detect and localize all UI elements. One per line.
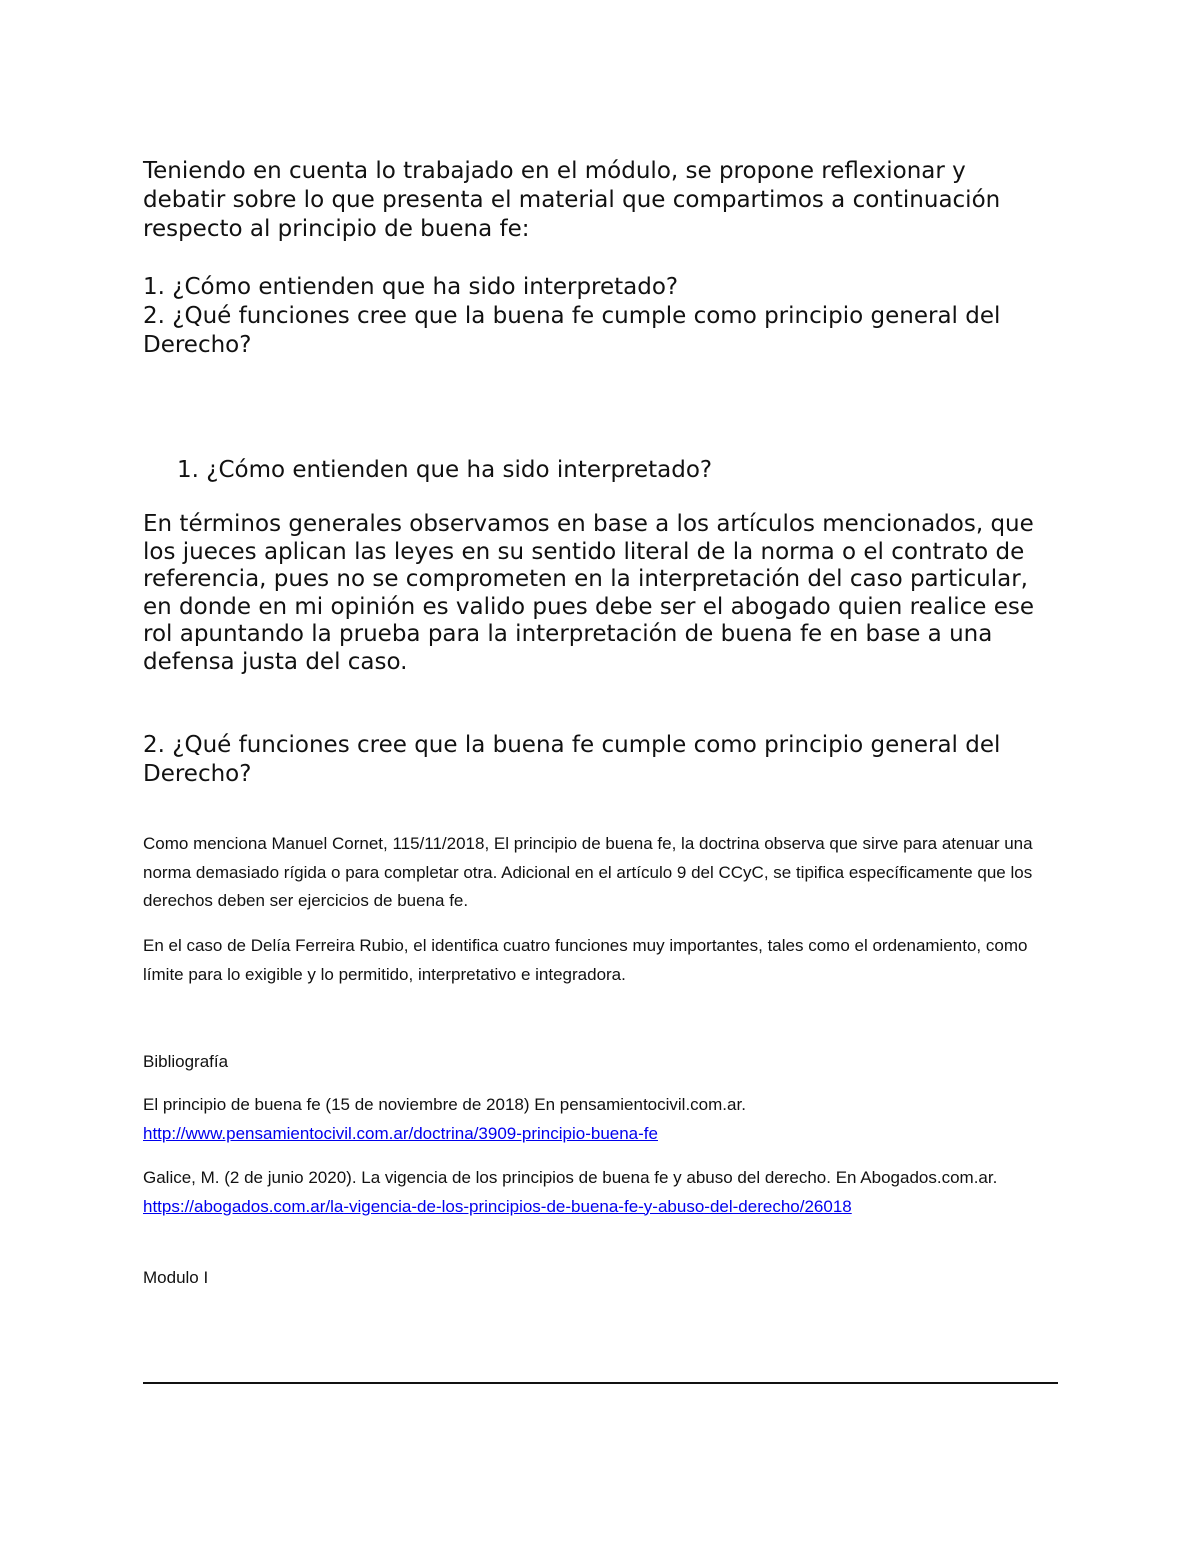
question-2: 2. ¿Qué funciones cree que la buena fe cumple como principio general del Derecho? <box>143 303 1001 358</box>
answer-2-paragraph-1: Como menciona Manuel Cornet, 115/11/2018, El principio de buena fe, la doctrina observa que sirve para atenuar una norma demasiado rígida o para completar otra. Adicional en el artículo 9 del CCyC, se tipifica específicamente que los derechos deben ser ejercicios de buena fe. <box>143 834 1033 910</box>
intro-section <box>143 157 1043 360</box>
bibliography-entry-1 <box>143 1091 1063 1148</box>
answer-2-paragraph-2-block <box>143 932 1063 989</box>
question-list <box>143 273 1043 360</box>
answer-2-paragraph-2: En el caso de Delía Ferreira Rubio, el identifica cuatro funciones muy importantes, tales como el ordenamiento, como límite para lo exigible y lo permitido, interpretativo e integradora. <box>143 936 1028 984</box>
answer-2-paragraph-1-block <box>143 830 1063 916</box>
answer-1-section <box>143 511 1063 676</box>
answer-2-heading-block <box>143 731 1063 789</box>
footer-divider <box>143 1382 1058 1384</box>
intro-paragraph: Teniendo en cuenta lo trabajado en el módulo, se propone reflexionar y debatir sobre lo que presenta el material que compartimos a continuación respecto al principio de buena fe: <box>143 158 1001 242</box>
bibliography-entry-1-link[interactable]: http://www.pensamientocivil.com.ar/doctrina/3909-principio-buena-fe <box>143 1123 658 1143</box>
bibliography-entry-2-text: Galice, M. (2 de junio 2020). La vigencia de los principios de buena fe y abuso del derecho. En Abogados.com.ar. <box>143 1168 998 1187</box>
answer-2-heading: 2. ¿Qué funciones cree que la buena fe cumple como principio general del Derecho? <box>143 732 1001 787</box>
modulo-label-block <box>143 1264 1063 1293</box>
bibliography-entry-1-text: El principio de buena fe (15 de noviembre de 2018) En pensamientocivil.com.ar. <box>143 1095 746 1114</box>
bibliography-entry-2 <box>143 1164 1063 1221</box>
bibliography-title: Bibliografía <box>143 1052 229 1071</box>
bibliography-entry-2-link[interactable]: https://abogados.com.ar/la-vigencia-de-los-principios-de-buena-fe-y-abuso-del-derecho/26018 <box>143 1196 852 1216</box>
answer-1-heading: 1. ¿Cómo entienden que ha sido interpretado? <box>177 457 713 483</box>
bibliography-title-block <box>143 1048 1063 1077</box>
answer-1-text: En términos generales observamos en base a los artículos mencionados, que los jueces aplican las leyes en su sentido literal de la norma o el contrato de referencia, pues no se comprometen en la interpretación del caso particular, en donde en mi opinión es valido pues debe ser el abogado quien realice ese rol apuntando la prueba para la interpretación de buena fe en base a una defensa justa del caso. <box>143 511 1034 675</box>
question-1: 1. ¿Cómo entienden que ha sido interpretado? <box>143 274 679 300</box>
modulo-label: Modulo I <box>143 1268 209 1287</box>
